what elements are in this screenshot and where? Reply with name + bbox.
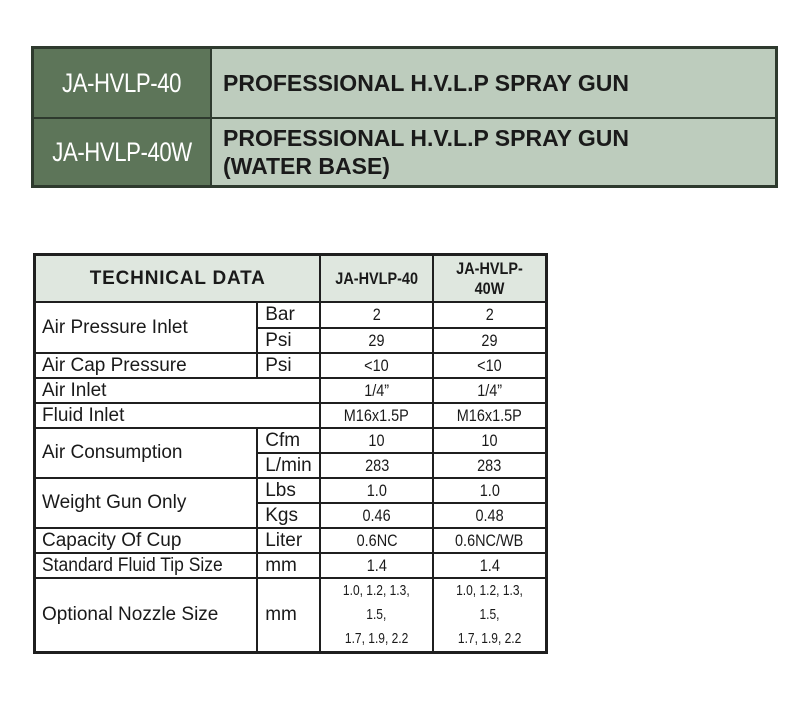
unit-cell: mm	[257, 578, 320, 653]
value-text: <10	[364, 355, 389, 375]
row-label-text: Standard Fluid Tip Size	[42, 554, 223, 576]
value-cell	[320, 528, 433, 553]
product-row	[33, 118, 777, 187]
table-row	[35, 478, 547, 503]
value-text: M16x1.5P	[456, 405, 523, 425]
model-name: JA-HVLP-40W	[52, 136, 192, 167]
value-text: 1.0	[366, 480, 387, 500]
value-cell	[433, 302, 546, 328]
column-header-model-40w	[433, 255, 546, 303]
value-text: 1.4	[366, 555, 387, 575]
technical-data-title: TECHNICAL DATA	[35, 255, 321, 303]
value-text: 283	[477, 455, 502, 475]
value-text: 283	[364, 455, 389, 475]
product-row	[33, 48, 777, 119]
value-cell	[433, 453, 546, 478]
table-row	[35, 578, 547, 653]
technical-data-table	[33, 253, 548, 654]
value-text: 0.6NC	[356, 530, 398, 550]
unit-cell: Psi	[257, 353, 320, 378]
value-cell	[320, 302, 433, 328]
table-row	[35, 353, 547, 378]
unit-cell: Liter	[257, 528, 320, 553]
unit-cell: Bar	[257, 302, 320, 328]
model-cell	[33, 118, 212, 187]
value-text: 1/4”	[364, 380, 390, 400]
value-text: <10	[477, 355, 502, 375]
value-text: 2	[485, 305, 494, 324]
product-description: PROFESSIONAL H.V.L.P SPRAY GUN	[223, 125, 630, 151]
value-text: 10	[481, 430, 498, 450]
table-row	[35, 528, 547, 553]
value-cell	[433, 353, 546, 378]
table-row	[35, 553, 547, 578]
product-description: PROFESSIONAL H.V.L.P SPRAY GUN	[223, 70, 630, 96]
table-row	[35, 428, 547, 453]
value-cell	[433, 553, 546, 578]
row-label-air-cap: Air Cap Pressure	[35, 353, 258, 378]
value-text: 10	[368, 430, 385, 450]
row-label-tip-size	[35, 553, 258, 578]
value-cell	[433, 478, 546, 503]
value-text: 1.0	[479, 480, 500, 500]
product-header-table	[31, 46, 778, 188]
value-cell	[320, 353, 433, 378]
column-header-model-40	[320, 255, 433, 303]
value-text: 1.0, 1.2, 1.3, 1.5,	[456, 582, 523, 623]
value-text: 1.7, 1.9, 2.2	[457, 630, 522, 647]
value-cell	[433, 328, 546, 353]
product-description-line2: (WATER BASE)	[223, 153, 390, 179]
unit-cell: Psi	[257, 328, 320, 353]
row-label-weight: Weight Gun Only	[35, 478, 258, 528]
value-cell	[320, 578, 433, 653]
row-label-capacity: Capacity Of Cup	[35, 528, 258, 553]
value-text: 0.46	[362, 505, 391, 525]
row-label-air-pressure: Air Pressure Inlet	[35, 302, 258, 353]
value-text: 29	[481, 330, 498, 350]
value-text: 1/4”	[477, 380, 502, 400]
table-row	[35, 403, 547, 428]
value-cell	[320, 428, 433, 453]
table-header-row	[35, 255, 547, 303]
unit-cell: Cfm	[257, 428, 320, 453]
row-label-air-consumption: Air Consumption	[35, 428, 258, 478]
unit-cell: L/min	[257, 453, 320, 478]
value-text: M16x1.5P	[344, 405, 410, 425]
row-label-air-inlet: Air Inlet	[35, 378, 321, 403]
value-cell	[433, 503, 546, 528]
value-cell	[320, 478, 433, 503]
unit-cell: Kgs	[257, 503, 320, 528]
value-text: 0.48	[475, 505, 504, 525]
table-row	[35, 302, 547, 328]
column-header-label: JA-HVLP-40	[335, 268, 419, 288]
value-cell	[320, 503, 433, 528]
value-cell	[433, 428, 546, 453]
column-header-label: JA-HVLP-40W	[456, 258, 523, 298]
row-label-fluid-inlet: Fluid Inlet	[35, 403, 321, 428]
value-text: 1.4	[479, 555, 500, 575]
description-cell	[211, 48, 777, 119]
value-cell	[320, 453, 433, 478]
value-text: 29	[368, 330, 385, 350]
value-cell	[433, 528, 546, 553]
value-cell	[320, 553, 433, 578]
row-label-nozzle: Optional Nozzle Size	[35, 578, 258, 653]
value-cell	[433, 378, 546, 403]
description-cell	[211, 118, 777, 187]
value-text: 2	[372, 305, 381, 324]
value-text: 1.0, 1.2, 1.3, 1.5,	[343, 582, 411, 623]
table-row	[35, 378, 547, 403]
model-name: JA-HVLP-40	[62, 67, 182, 98]
value-cell	[320, 328, 433, 353]
value-text: 0.6NC/WB	[455, 530, 524, 550]
value-cell	[433, 578, 546, 653]
value-cell	[433, 403, 546, 428]
value-cell	[320, 378, 433, 403]
unit-cell: mm	[257, 553, 320, 578]
value-cell	[320, 403, 433, 428]
model-cell	[33, 48, 212, 119]
unit-cell: Lbs	[257, 478, 320, 503]
value-text: 1.7, 1.9, 2.2	[345, 630, 409, 647]
